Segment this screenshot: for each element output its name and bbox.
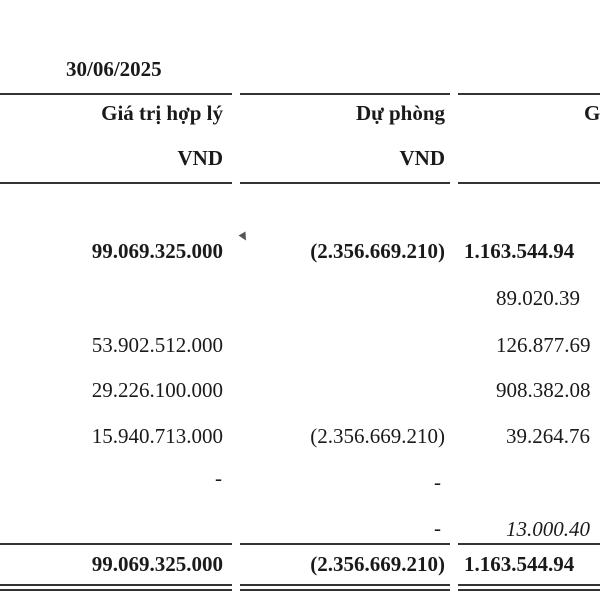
cell-r3-fair-value: 29.226.100.000 — [91, 378, 223, 402]
period-label: 30/06/2025 — [66, 57, 162, 81]
cell-r2-fair-value: 53.902.512.000 — [91, 333, 223, 357]
total-double-rule-col3-a — [458, 584, 600, 586]
cell-r5-fair-value: - — [215, 466, 222, 490]
total-third: 1.163.544.94 — [464, 552, 575, 576]
total-provision: (2.356.669.210) — [310, 552, 445, 576]
total-double-rule-col2-b — [240, 589, 450, 591]
col-header-provision: Dự phòng — [355, 101, 445, 125]
total-double-rule-col1-b — [0, 589, 232, 591]
col-header-fair-value: Giá trị hợp lý — [101, 101, 223, 125]
col-unit-fair-value: VND — [177, 146, 223, 170]
cell-r4-fair-value: 15.940.713.000 — [91, 424, 223, 448]
cell-r2-third: 126.877.69 — [496, 333, 591, 357]
header-bottom-rule-col3 — [458, 182, 600, 184]
header-top-rule-col2 — [240, 93, 450, 95]
cell-r6-provision: - — [434, 516, 441, 540]
tick-mark-icon — [239, 232, 250, 243]
total-top-rule-col3 — [458, 543, 600, 545]
total-double-rule-col1-a — [0, 584, 232, 586]
cell-r1-third: 89.020.39 — [496, 286, 580, 310]
total-double-rule-col3-b — [458, 589, 600, 591]
cell-r0-provision: (2.356.669.210) — [310, 239, 445, 263]
total-top-rule-col2 — [240, 543, 450, 545]
total-double-rule-col2-a — [240, 584, 450, 586]
total-fair-value: 99.069.325.000 — [91, 552, 223, 576]
cell-r0-fair-value: 99.069.325.000 — [91, 239, 223, 263]
header-top-rule-col1 — [0, 93, 232, 95]
header-top-rule-col3 — [458, 93, 600, 95]
cell-r4-provision: (2.356.669.210) — [310, 424, 445, 448]
col-unit-provision: VND — [399, 146, 445, 170]
header-bottom-rule-col1 — [0, 182, 232, 184]
cell-r6-third: 13.000.40 — [506, 517, 590, 541]
total-top-rule-col1 — [0, 543, 232, 545]
cell-r0-third: 1.163.544.94 — [464, 239, 575, 263]
col-header-third: G — [584, 101, 600, 125]
cell-r3-third: 908.382.08 — [496, 378, 591, 402]
cell-r4-third: 39.264.76 — [506, 424, 590, 448]
cell-r5-provision: - — [434, 470, 441, 494]
header-bottom-rule-col2 — [240, 182, 450, 184]
